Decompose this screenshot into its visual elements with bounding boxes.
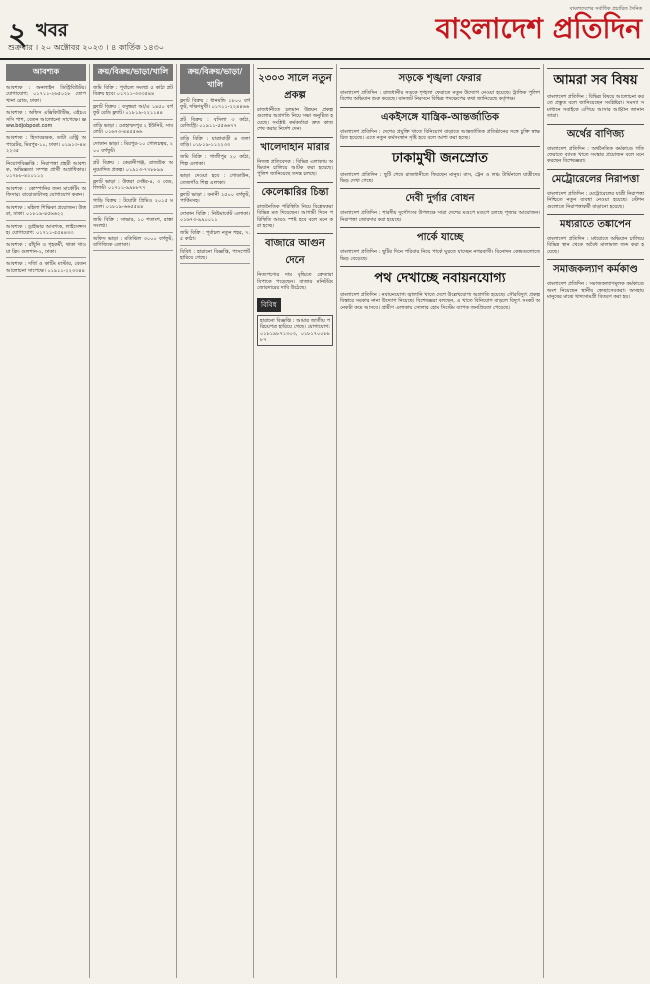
article-body: বাংলাদেশ প্রতিদিন : ছুটি শেষে রাজধানীতে ফিরছেন মানুষ। বাস, ট্রেন ও লঞ্চ টার্মিনালে যাত্রীদের ভিড় দেখা গেছে। [340, 171, 540, 185]
logo-tagline: বাংলাদেশের সর্বাধিক প্রচারিত দৈনিক [569, 6, 642, 12]
classified-column-1 [6, 64, 86, 976]
classified-ad: আবশ্যক : অফিস এক্সিকিউটিভ, এইচএসসি পাশ, বেতন আলোচনা সাপেক্ষে। www.bdjobpost.com [6, 109, 86, 132]
classified-ad: দোকান বিক্রি : নিউমার্কেট এলাকা। ০১৬৭৩-৯৯০০১১ [180, 210, 250, 227]
column-rule [253, 64, 254, 978]
headline: মেট্রোরেলের নিরাপত্তা [547, 169, 644, 189]
article-body: বাংলাদেশ প্রতিদিন : অর্থনৈতিক কর্মকাণ্ডে গতি ফেরাতে ব্যাংক খাতে সংস্কার প্রয়োজন বলে মনে করছেন বিশেষজ্ঞরা। [547, 145, 644, 165]
classified-ad: জমি বিক্রি : গাজীপুর ২০ কাঠা, শিল্প এলাকা। [180, 153, 250, 170]
column-rule [336, 64, 337, 978]
news-column-c [547, 64, 644, 976]
article-body: বাংলাদেশ প্রতিদিন : ছুটির দিনে পরিবার নিয়ে পার্কে ঘুরতে যাচ্ছেন নগরবাসী। বিনোদন কেন্দ্রগুলোতে ভিড় বেড়েছে। [340, 249, 540, 262]
classified-ad: বাড়ি ভাড়া : মোহাম্মদপুর ২ ইউনিট, সাবলেট। ০১৬৭৩-৪৪৫৫৬৬ [93, 122, 173, 139]
article-body: বাংলাদেশ প্রতিদিন : মধ্যরাতে অভিযান চালিয়ে বিভিন্ন স্থান থেকে অবৈধ মালামাল জব্দ করা হয়েছে। [547, 236, 644, 255]
article-body: রাজধানীতে চলমান উন্নয়ন প্রকল্পগুলোর অগ্রগতি নিয়ে সভা অনুষ্ঠিত হয়েছে। সংশ্লিষ্ট কর্মকর্তারা দ্রুত কাজ শেষ করার নির্দেশ দেন। [257, 107, 333, 133]
article-body: বাংলাদেশ প্রতিদিন : বিভিন্ন বিষয়ে আলোচনা করতে প্রস্তুত বলে জানিয়েছেন সংশ্লিষ্টরা। সমস্যা সমাধানে সবাইকে এগিয়ে আসার আহ্বান জানান তারা। [547, 94, 644, 120]
section-title: খবর [36, 20, 68, 41]
classified-ad: আবশ্যক : কোম্পানির জন্য মার্কেটিং অফিসার। বায়োডাটাসহ যোগাযোগ করুন। [6, 185, 86, 202]
classified-ad: ফ্ল্যাট ভাড়া : বনানী ২৫০০ বর্গফুট, পার্কিংসহ। [180, 191, 250, 208]
headline: ঢাকামুখী জনস্রোত [340, 146, 540, 170]
headline: আমরা সব বিষয় [547, 68, 644, 92]
classified-ad: জমি বিক্রি : পূর্বাচল নতুন শহর, ৭.৫ কাঠা। [180, 229, 250, 246]
headline: দেবী দুর্গার বোধন [340, 188, 540, 208]
classified-ad: জমি বিক্রি : পূর্বাচল সংলগ্ন ৫ কাঠা প্লট বিক্রয় হবে। ০১৭১১-৩৩৩৫৪৪ [93, 84, 173, 101]
article-body: বাংলাদেশ প্রতিদিন : শারদীয় দুর্গোৎসব উপলক্ষে সারা দেশের মণ্ডপে মণ্ডপে চলছে পূজার আয়োজন। নিরাপত্তা জোরদার করা হয়েছে। [340, 210, 540, 223]
classified-ad: প্লট বিক্রয় : বসিলা ৩ কাঠা, রেজিস্ট্রি। ০১৯১১-৫৫৬৬৭৭ [180, 116, 250, 133]
dateline: শুক্রবার । ২০ অক্টোবর ২০২৩ । ৪ কার্তিক ১৪৩০ [8, 43, 164, 52]
headline: খালেদাহান মারার [257, 137, 333, 157]
classified-ad: আবশ্যক : রাঁধুনি ও গৃহকর্মী, থাকা খাওয়া ফ্রি। গুলশান-২, ঢাকা। [6, 241, 86, 258]
classified-ad: নিয়োগবিজ্ঞপ্তি : নিরাপত্তা প্রহরী আবশ্যক, অভিজ্ঞতা সম্পন্ন প্রার্থী অগ্রাধিকার। ০১৭৮৮-৪২০১১২ [6, 160, 86, 183]
headline: মধ্যরাতে তঙ্কাপেন [547, 214, 644, 234]
classified-ad: আবশ্যক : দর্জি ও কাটিং মাস্টার, বেতন আলোচনা সাপেক্ষে। ০১৯১১-২২৩৩৪৪ [6, 260, 86, 277]
headline: সড়কে শৃঙ্খলা ফেরার [340, 68, 540, 88]
article-body: বাংলাদেশ প্রতিদিন : রাজধানীর সড়কে শৃঙ্খলা ফেরাতে নতুন উদ্যোগ নেওয়া হয়েছে। ট্রাফিক পুলিশ বিশেষ অভিযান শুরু করেছে। যানজট নিরসনে বিভিন্ন পদক্ষেপের কথা জানিয়েছে কর্তৃপক্ষ। [340, 90, 540, 103]
classified-ad: আবশ্যক : ড্রাইভার আবশ্যক, লাইসেন্সসহ। যোগাযোগ: ০১৭১১-৫৫৪৪৩৩ [6, 223, 86, 240]
logo [436, 6, 642, 44]
classified-ad: প্লট বিক্রয় : কেরানীগঞ্জ, রাজউক অনুমোদিত প্রকল্প। ০১৯১৩-৭৭৮৮৯৯ [93, 159, 173, 176]
headline: পথ দেখাচ্ছে নবায়নযোগ্য [340, 266, 540, 290]
classified-column-2 [93, 64, 173, 976]
column-rule [176, 64, 177, 978]
column-rule [89, 64, 90, 978]
classified-ad: ফ্ল্যাট ভাড়া : উত্তরা সেক্টর-৪, ৩ বেড, লিফট। ০১৭১১-৯৯৮৮৭৭ [93, 178, 173, 195]
headline: বাজারে আগুন দেনে [257, 233, 333, 270]
news-column-b [340, 64, 540, 976]
article-body: নিজস্ব প্রতিবেদক : বিভিন্ন এলাকায় অভিযান চালিয়ে আটক করা হয়েছে। পুলিশ জানিয়েছে তদন্ত চলছে। [257, 158, 333, 178]
classified-ad: বিবিধ : হারানো বিজ্ঞপ্তি, পাসপোর্ট হারিয়ে গেছে। [180, 248, 250, 265]
headline: সমাজকল্যাণ কর্মকাণ্ড [547, 259, 644, 279]
classified-ad: গাড়ি বিক্রয় : টয়োটা প্রিমিও ২০১৫ মডেল। ০১৮১৯-৬৬৫৫৪৪ [93, 197, 173, 214]
article-body: বাংলাদেশ প্রতিদিন : দেশের প্রযুক্তি খাতে বিনিয়োগ বাড়াতে আন্তর্জাতিক প্রতিষ্ঠানের সঙ্গে চুক্তি স্বাক্ষরিত হয়েছে। এতে নতুন কর্মসংস্থান সৃষ্টি হবে বলে আশা করা হচ্ছে। [340, 128, 540, 142]
classified-ad: ভাড়া দেওয়া হবে : গোডাউন, তেজগাঁও শিল্প এলাকা। [180, 172, 250, 189]
classified-ad: আবশ্যক : মহিলা শিক্ষিকা প্রয়োজন। উত্তরা, ঢাকা। ০১৮১৯-৪৫৬৬২২ [6, 204, 86, 221]
headline: পার্কে যাচ্ছে [340, 227, 540, 247]
article-body: নিত্যপণ্যের দাম বৃদ্ধিতে ক্রেতারা বিপাকে পড়েছেন। বাজার মনিটরিং জোরদারের দাবি উঠেছে। [257, 272, 333, 292]
headline: একইসঙ্গে যান্ত্রিক-আন্তর্জাতিক [340, 107, 540, 127]
classified-ad: অফিস ভাড়া : মতিঝিল ৩০০০ বর্গফুট, বাণিজ্যিক এলাকা। [93, 235, 173, 252]
classified-header: ক্রয়/বিক্রয়/ভাড়া/খালি [180, 64, 250, 94]
classified-header: আবশ্যক [6, 64, 86, 81]
misc-notice: হারানো বিজ্ঞপ্তি : আমার জাতীয় পরিচয়পত্র হারিয়ে গেছে। যোগাযোগ: ০১৮১৯৮৭১৩০৩, ০১৮১৭০০৮৮৮৭ [257, 315, 333, 347]
article-body: বাংলাদেশ প্রতিদিন : মেট্রোরেলের যাত্রী নিরাপত্তা নিশ্চিতে নতুন ব্যবস্থা নেওয়া হয়েছে। স্টেশনগুলোতে নিরাপত্তাকর্মী বাড়ানো হয়েছে। [547, 190, 644, 210]
classified-header: ক্রয়/বিক্রয়/ভাড়া/খালি [93, 64, 173, 81]
article-body: বাংলাদেশ প্রতিদিন : নবায়নযোগ্য জ্বালানি খাতে দেশে উল্লেখযোগ্য অগ্রগতি হয়েছে। সৌরবিদ্যুৎ প্রকল্প বিস্তারে সরকার নানা উদ্যোগ নিয়েছে। বিশেষজ্ঞরা বলছেন, এ খাতে বিনিয়োগ বাড়লে বিদ্যুৎ সংকট অনেকটা কমে আসবে। গ্রামীণ এলাকায় সোলার হোম সিস্টেম ব্যাপক জনপ্রিয়তা পেয়েছে। [340, 292, 540, 311]
news-column-a [257, 64, 333, 976]
classified-ad: জমি বিক্রি : সাভার, ১০ শতাংশ, রাস্তা সংলগ্ন। [93, 216, 173, 233]
article-body: বাংলাদেশ প্রতিদিন : সমাজকল্যাণমূলক কর্মকাণ্ডে অংশ নিয়েছেন স্থানীয় স্বেচ্ছাসেবকরা। অসহায় মানুষের মাঝে খাদ্যসামগ্রী বিতরণ করা হয়। [547, 281, 644, 301]
classified-ad: বাড়ি বিক্রি : যাত্রাবাড়ী ৪ তলা বাড়ি। ০১৮১৯-১১২২৩৩ [180, 135, 250, 152]
headline: কেলেঙ্কারির চিন্তা [257, 182, 333, 202]
masthead [0, 0, 650, 60]
classified-ad: আবশ্যক : হিসাবরক্ষক, ডাটা এন্ট্রি অপারেটর, মিরপুর-১০, ঢাকা। ০১৯১৩-৪৪২২৩৫ [6, 134, 86, 157]
headline: ২৩০৩ সালে নতুন প্রকল্প [257, 68, 333, 105]
logo-name: বাংলাদেশ প্রতিদিন [435, 12, 642, 45]
article-body: রাজনৈতিক পরিস্থিতি নিয়ে বিশ্লেষকরা বিভিন্ন মত দিয়েছেন। আগামী দিনে পরিস্থিতি আরও স্পষ্ট হবে বলে মনে করা হচ্ছে। [257, 203, 333, 230]
classified-ad: দোকান ভাড়া : মিরপুর-১০ গোলচত্বর, ২০০ বর্গফুট। [93, 140, 173, 157]
misc-flag: বিবিধ [257, 298, 281, 312]
headline: অর্থের বাণিজ্য [547, 124, 644, 144]
classified-ad: ফ্ল্যাট বিক্রয় : ধানমন্ডি ১৮০০ বর্গফুট, দক্ষিণমুখী। ০১৭১১-২২৪৪৬৬ [180, 97, 250, 114]
classified-ad: আবশ্যক : অনলাইন ডিস্ট্রিবিউটর। যোগাযোগ: ০১৭১১-২৬৫০২৮ তোপখানা রোড, ঢাকা। [6, 84, 86, 107]
classified-ad: ফ্ল্যাট বিক্রয় : বসুন্ধরা আ/এ ১৪৫০ বর্গফুট রেডি ফ্ল্যাট। ০১৮১৯-২২১১৪৪ [93, 103, 173, 120]
classified-column-3 [180, 64, 250, 976]
column-rule [543, 64, 544, 978]
page-number: ২ [8, 17, 28, 52]
